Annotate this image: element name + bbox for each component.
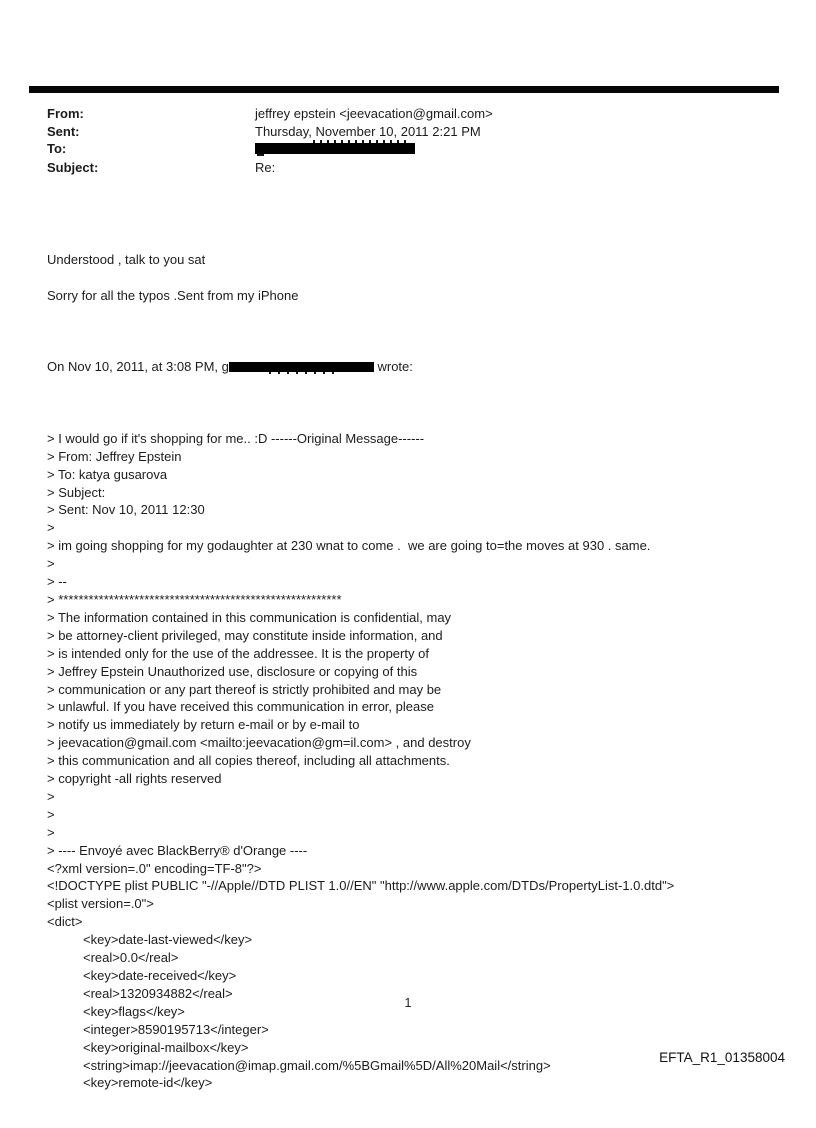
redaction-bar-recipient [255,143,415,154]
subject-value: Re: [255,159,276,175]
attribution-prefix: On Nov 10, 2011, at 3:08 PM, g [47,359,229,375]
subject-label: Subject: [47,159,99,175]
quoted-text-line: > -- [47,574,67,590]
quoted-text-line: > The information contained in this communication is confidential, may [47,609,452,625]
header-row-sent [47,123,493,141]
quoted-text-line: > [47,806,55,822]
quoted-text-line: > im going shopping for my godaughter at 230 wnat to come . we are going to=the moves at 930 . same. [47,538,651,554]
email-header [47,105,493,176]
to-label: To: [47,141,67,156]
body-text-line: Sorry for all the typos .Sent from my iPhone [47,287,299,303]
from-label: From: [47,106,84,121]
quoted-text-line: > Jeffrey Epstein Unauthorized use, disclosure or copying of this [47,663,418,679]
to-value-redacted [255,140,415,159]
quoted-text-line: > Subject: [47,484,106,500]
quoted-text-line: > copyright -all rights reserved [47,771,222,787]
quoted-text-line: > [47,788,55,804]
quoted-text-line: <?xml version=.0" encoding=TF-8"?> [47,860,262,876]
body-text-line: Understood , talk to you sat [47,251,206,267]
quoted-text-line: <real>0.0</real> [47,950,179,966]
sent-value: Thursday, November 10, 2011 2:21 PM [255,123,481,139]
body-text-line [47,269,789,287]
bates-number: EFTA_R1_01358004 [659,1050,785,1065]
redaction-bar-sender [229,362,374,372]
header-row-from [47,105,493,123]
quoted-message [47,412,789,1092]
body-text-line [47,305,789,323]
attribution-suffix: wrote: [373,359,413,375]
quoted-text-line: > To: katya gusarova [47,466,168,482]
from-value: jeffrey epstein <jeevacation@gmail.com> [255,106,493,121]
quoted-text-line: > ******************************************************** [47,591,342,607]
sent-label: Sent: [47,123,80,139]
header-divider-rule [29,86,779,93]
quoted-text-line: <key>date-received</key> [47,968,237,984]
quoted-text-line: > [47,556,55,572]
quoted-text-line: <real>1320934882</real> [47,985,233,1001]
quoted-text-line: > notify us immediately by return e-mail or by e-mail to [47,717,360,733]
quoted-text-line: > Sent: Nov 10, 2011 12:30 [47,502,205,518]
quoted-text-line: > ---- Envoyé avec BlackBerry® d'Orange ---- [47,842,308,858]
quoted-text-line: <!DOCTYPE plist PUBLIC "-//Apple//DTD PLIST 1.0//EN" "http://www.apple.com/DTDs/PropertyList-1.0.dtd"> [47,878,675,894]
quoted-text-line: <key>original-mailbox</key> [47,1039,249,1055]
header-row-subject [47,159,493,177]
body-intro [47,251,789,323]
email-body [47,215,789,1128]
quoted-text-line: <integer>8590195713</integer> [47,1021,269,1037]
quoted-text-line [47,412,789,430]
quoted-text-line: > [47,520,55,536]
quote-attribution-line [47,358,789,376]
quoted-text-line: > communication or any part thereof is strictly prohibited and may be [47,681,442,697]
quoted-text-line: <plist version=.0"> [47,896,154,912]
quoted-text-line: <key>date-last-viewed</key> [47,932,253,948]
quoted-text-line: > jeevacation@gmail.com <mailto:jeevacation@gm=il.com> , and destroy [47,735,471,751]
quoted-text-line: > unlawful. If you have received this communication in error, please [47,699,434,715]
quoted-text-line: <dict> [47,914,83,930]
quoted-text-line: > this communication and all copies thereof, including all attachments. [47,753,450,769]
quoted-text-line: > is intended only for the use of the addressee. It is the property of [47,645,429,661]
quoted-text-line: > be attorney-client privileged, may constitute inside information, and [47,627,443,643]
quoted-text-line: > I would go if it's shopping for me.. :D ------Original Message------ [47,430,425,446]
quoted-text-line: > From: Jeffrey Epstein [47,448,182,464]
header-row-to [47,140,493,159]
page-number: 1 [404,996,412,1010]
quoted-text-line: <string>imap://jeevacation@imap.gmail.com/%5BGmail%5D/All%20Mail</string> [47,1057,551,1073]
quoted-text-line: > [47,824,55,840]
quoted-text-line: <key>remote-id</key> [47,1075,213,1091]
quoted-text-line: <key>flags</key> [47,1003,185,1019]
